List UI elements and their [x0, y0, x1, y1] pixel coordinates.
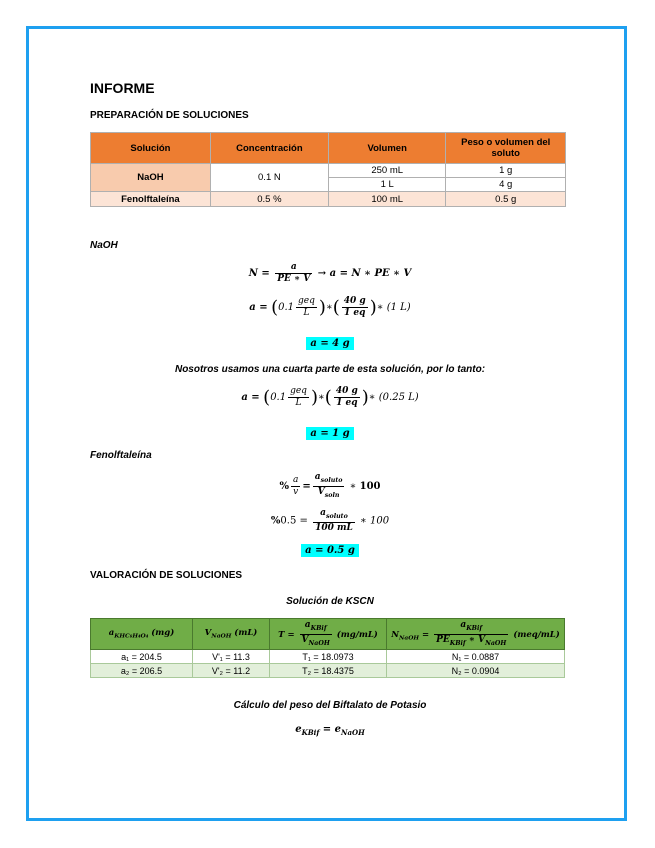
table-row — [91, 650, 565, 664]
cell-mass-1: a₁ = 204.5 — [91, 650, 193, 664]
naoh-heading: NaOH — [90, 240, 118, 251]
section-valoracion: VALORACIÓN DE SOLUCIONES — [90, 570, 243, 581]
kscn-table — [90, 618, 565, 678]
cell-naoh-conc: 0.1 N — [210, 164, 328, 192]
kscn-title: Solución de KSCN — [286, 596, 374, 607]
header-volume: $V_{NaOH}$ (mL) — [193, 619, 270, 650]
cell-naoh-vol-2: 1 L — [328, 178, 446, 192]
table-row — [91, 664, 565, 678]
header-mass: $a_{KHC_8H_4O_4}$ (mg) — [91, 619, 193, 650]
cell-norm-2: N₂ = 0.0904 — [387, 664, 565, 678]
cell-fenol: Fenolftaleína — [91, 192, 211, 207]
header-peso: Peso o volumen del soluto — [446, 133, 566, 164]
cell-mass-2: a₂ = 206.5 — [91, 664, 193, 678]
cell-vol-1: V'₁ = 11.3 — [193, 650, 270, 664]
calc-title: Cálculo del peso del Biftalato de Potasio — [233, 700, 427, 711]
formula-percent: % $\frac{a}{v}$ = $\frac{a_{soluto}}{V_{soln}}$ ∗ 100 — [279, 472, 381, 499]
cell-vol-2: V'₂ = 11.2 — [193, 664, 270, 678]
fenol-result: a = 0.5 g — [301, 544, 359, 557]
cell-norm-1: N₁ = 0.0887 — [387, 650, 565, 664]
naoh-result-2: a = 1 g — [306, 427, 353, 440]
header-concentracion: Concentración — [210, 133, 328, 164]
formula-equivalence: $e_{KBif} = e_{NaOH}$ — [295, 724, 365, 737]
cell-fenol-peso: 0.5 g — [446, 192, 566, 207]
cell-titer-1: T₁ = 18.0973 — [270, 650, 387, 664]
formula-fenol: %0.5 = $\frac{a_{soluto}}{100 mL}$ ∗ 100 — [270, 508, 390, 533]
cell-titer-2: T₂ = 18.4375 — [270, 664, 387, 678]
header-titer: T = $\frac{a_{KBif}}{V_{NaOH}}$ (mg/mL) — [270, 619, 387, 650]
header-solucion: Solución — [91, 133, 211, 164]
header-normality: $N_{NaOH}$ = $\frac{a_{KBif}}{PE_{KBif} ∗ V_{NaOH}}$ (meq/mL) — [387, 619, 565, 650]
preparation-table — [90, 132, 566, 207]
cell-fenol-conc: 0.5 % — [210, 192, 328, 207]
naoh-result-1: a = 4 g — [306, 337, 353, 350]
formula-naoh-1: a = (0.1 $\frac{\text{geq}}{L}$ )∗( $\frac{40 g}{1 eq}$ )∗ (1 L) — [249, 296, 411, 318]
cell-naoh-peso-1: 1 g — [446, 164, 566, 178]
cell-naoh: NaOH — [91, 164, 211, 192]
page-title: INFORME — [90, 80, 155, 96]
header-volumen: Volumen — [328, 133, 446, 164]
cell-naoh-vol-1: 250 mL — [328, 164, 446, 178]
naoh-note: Nosotros usamos una cuarta parte de esta solución, por lo tanto: — [174, 364, 486, 375]
section-preparacion: PREPARACIÓN DE SOLUCIONES — [90, 110, 249, 121]
formula-naoh-2: a = (0.1 $\frac{\text{geq}}{L}$ )∗( $\frac{40 g}{1 eq}$ )∗ (0.25 L) — [241, 386, 419, 408]
fenol-heading: Fenolftaleína — [90, 450, 152, 461]
cell-fenol-vol: 100 mL — [328, 192, 446, 207]
formula-normality: N = $\frac{a}{PE ∗ V}$ → a = N ∗ PE ∗ V — [248, 262, 412, 284]
cell-naoh-peso-2: 4 g — [446, 178, 566, 192]
